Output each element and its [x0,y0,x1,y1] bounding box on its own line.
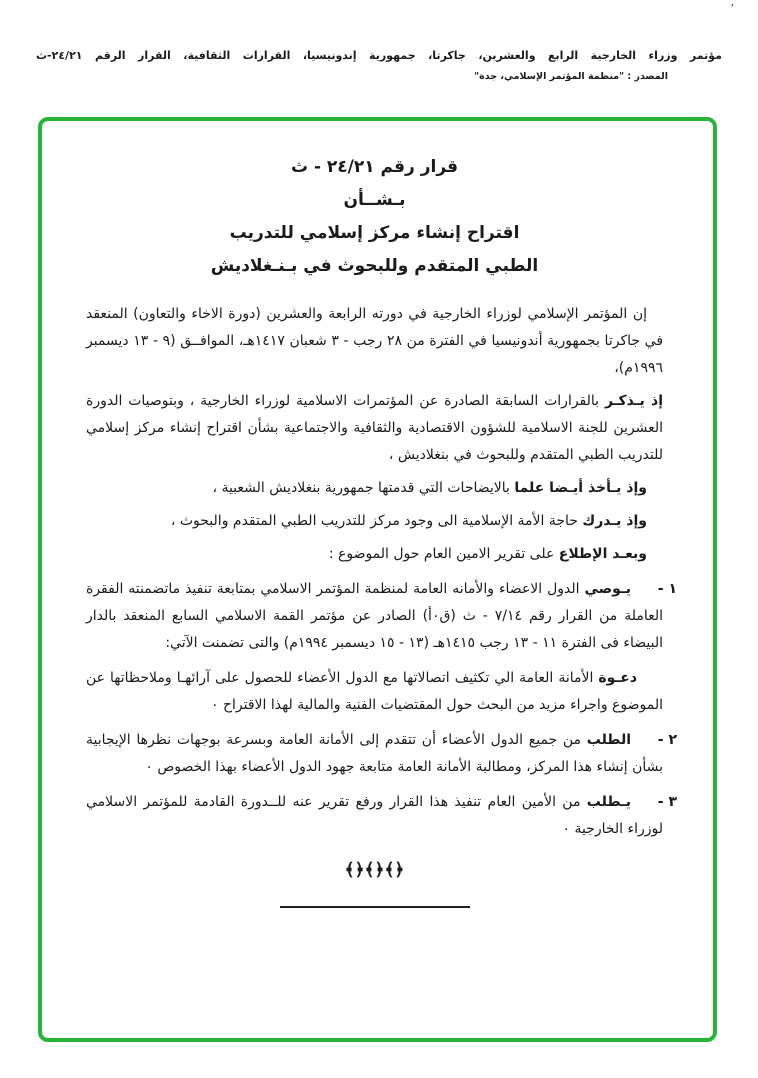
item-body: من الأمين العام تنفيذ هذا القرار ورفع تقرير عنه للــدورة القادمة للمؤتمر الاسلامي لوزراء الخارجية ٠ [86,794,663,837]
clause-lead: وإذ يـأخذ أيـضا علما [514,480,647,496]
item-number: ١ - [657,581,677,597]
highlight-frame [38,117,717,1042]
clause-lead: وبعـد الإطلاع [558,546,647,562]
sub-lead: دعـوة [598,670,637,686]
clause-lead: وإذ يـدرك [582,513,647,529]
title-line-subject-2: الطبي المتقدم وللبحوث في بـنـغلاديش [210,256,539,276]
item-body: الدول الاعضاء والأمانه العامة لمنظمة المؤتمر الاسلامي بمتابعة تنفيذ ماتضمنته الفقرة العاملة من القرار رقم ٧/١٤ - ث (ق٠أ) الصادر عن مؤتمر القمة الاسلامي السابع المنعقد بالدار البيضاء فى الفترة ١١ - ١٣ رجب ١٤١٥هـ (١٣ - ١٥ ديسمبر ١٩٩٤م) والتى تضمنت الآتي: [86,581,664,651]
clause-text: بالقرارات السابقة الصادرة عن المؤتمرات الاسلامية لوزراء الخارجية ، وبتوصيات الدورة العشرين للجنة الاسلامية للشؤون الاقتصادية والثقافية والاجتماعية بشأن اقتراح إنشاء مركز إسلامي للتدريب الطبي المتقدم وللبحوث في بنغلاديش ، [86,393,663,463]
item-text [86,576,663,657]
document-header [36,48,722,82]
ornament-separator: ﴿﴾﴿﴾﴿﴾ [344,860,405,880]
footer-rule [280,906,470,908]
corner-mark: ٬ [730,2,734,15]
title-line-subject-1: اقتراح إنشاء مركز إسلامي للتدريب [229,223,520,243]
item-subparagraph [86,665,663,719]
clause-text: بالايضاحات التي قدمتها جمهورية بنغلاديش الشعبية ، [212,480,515,496]
item-text [86,727,663,781]
preamble-clause [86,508,663,535]
header-source-line: المصدر : "منظمة المؤتمر الإسلامي، جدة" [474,71,668,82]
clause-text: حاجة الأمة الإسلامية الى وجود مركز للتدريب الطبي المتقدم والبحوث ، [170,513,583,529]
resolution-item-1 [86,576,677,719]
title-line-number: قرار رقم ٢٤/٢١ - ث [290,157,459,177]
resolution-item-3 [86,789,677,843]
item-lead: الطلب [586,732,631,748]
item-lead: يـطلب [586,794,631,810]
resolution-title [86,151,663,283]
clause-lead: إذ يـذكـر [604,393,663,409]
sub-text: الأمانة العامة الي تكثيف اتصالاتها مع الدول الأعضاء للحصول على آرائهـا وملاحظاتها عن الموضوع واجراء مزيد من البحث حول المقتضيات الفنية والمالية لهذا الاقتراح ٠ [86,670,663,713]
item-lead: يـوصي [584,581,631,597]
resolution-items [86,576,677,843]
item-number: ٣ - [657,794,677,810]
preamble-clause [86,475,663,502]
resolution-document [42,121,713,1038]
title-line-regarding: بـشــأن [343,190,406,210]
item-number: ٢ - [657,732,677,748]
resolution-item-2 [86,727,677,781]
clause-text: على تقرير الامين العام حول الموضوع : [328,546,559,562]
header-reference-line: مؤتمر وزراء الخارجية الرابع والعشرين، جاكرتا، جمهورية إندونيسيا، القرارات الثقافية، القرار الرقم ٢٤/٢١-ث [36,49,722,62]
item-body: من جميع الدول الأعضاء أن تتقدم إلى الأمانة العامة وبسرعة بوجهات نظرها الإيجابية بشأن إنشاء هذا المركز، ومطالبة الأمانة العامة متابعة جهود الدول الأعضاء بهذا الخصوص ٠ [86,732,663,775]
preamble-clause [86,541,663,568]
preamble-opening: إن المؤتمر الإسلامي لوزراء الخارجية في دورته الرابعة والعشرين (دورة الاخاء والتعاون) المنعقد في جاكرتا بجمهورية أندونيسيا في الفترة من ٢٨ رجب - ٣ شعبان ١٤١٧هـ، الموافــق (٩ - ١٣ ديسمبر ١٩٩٦م)، [86,306,664,376]
preamble-clause [86,388,663,469]
item-text [86,789,663,843]
